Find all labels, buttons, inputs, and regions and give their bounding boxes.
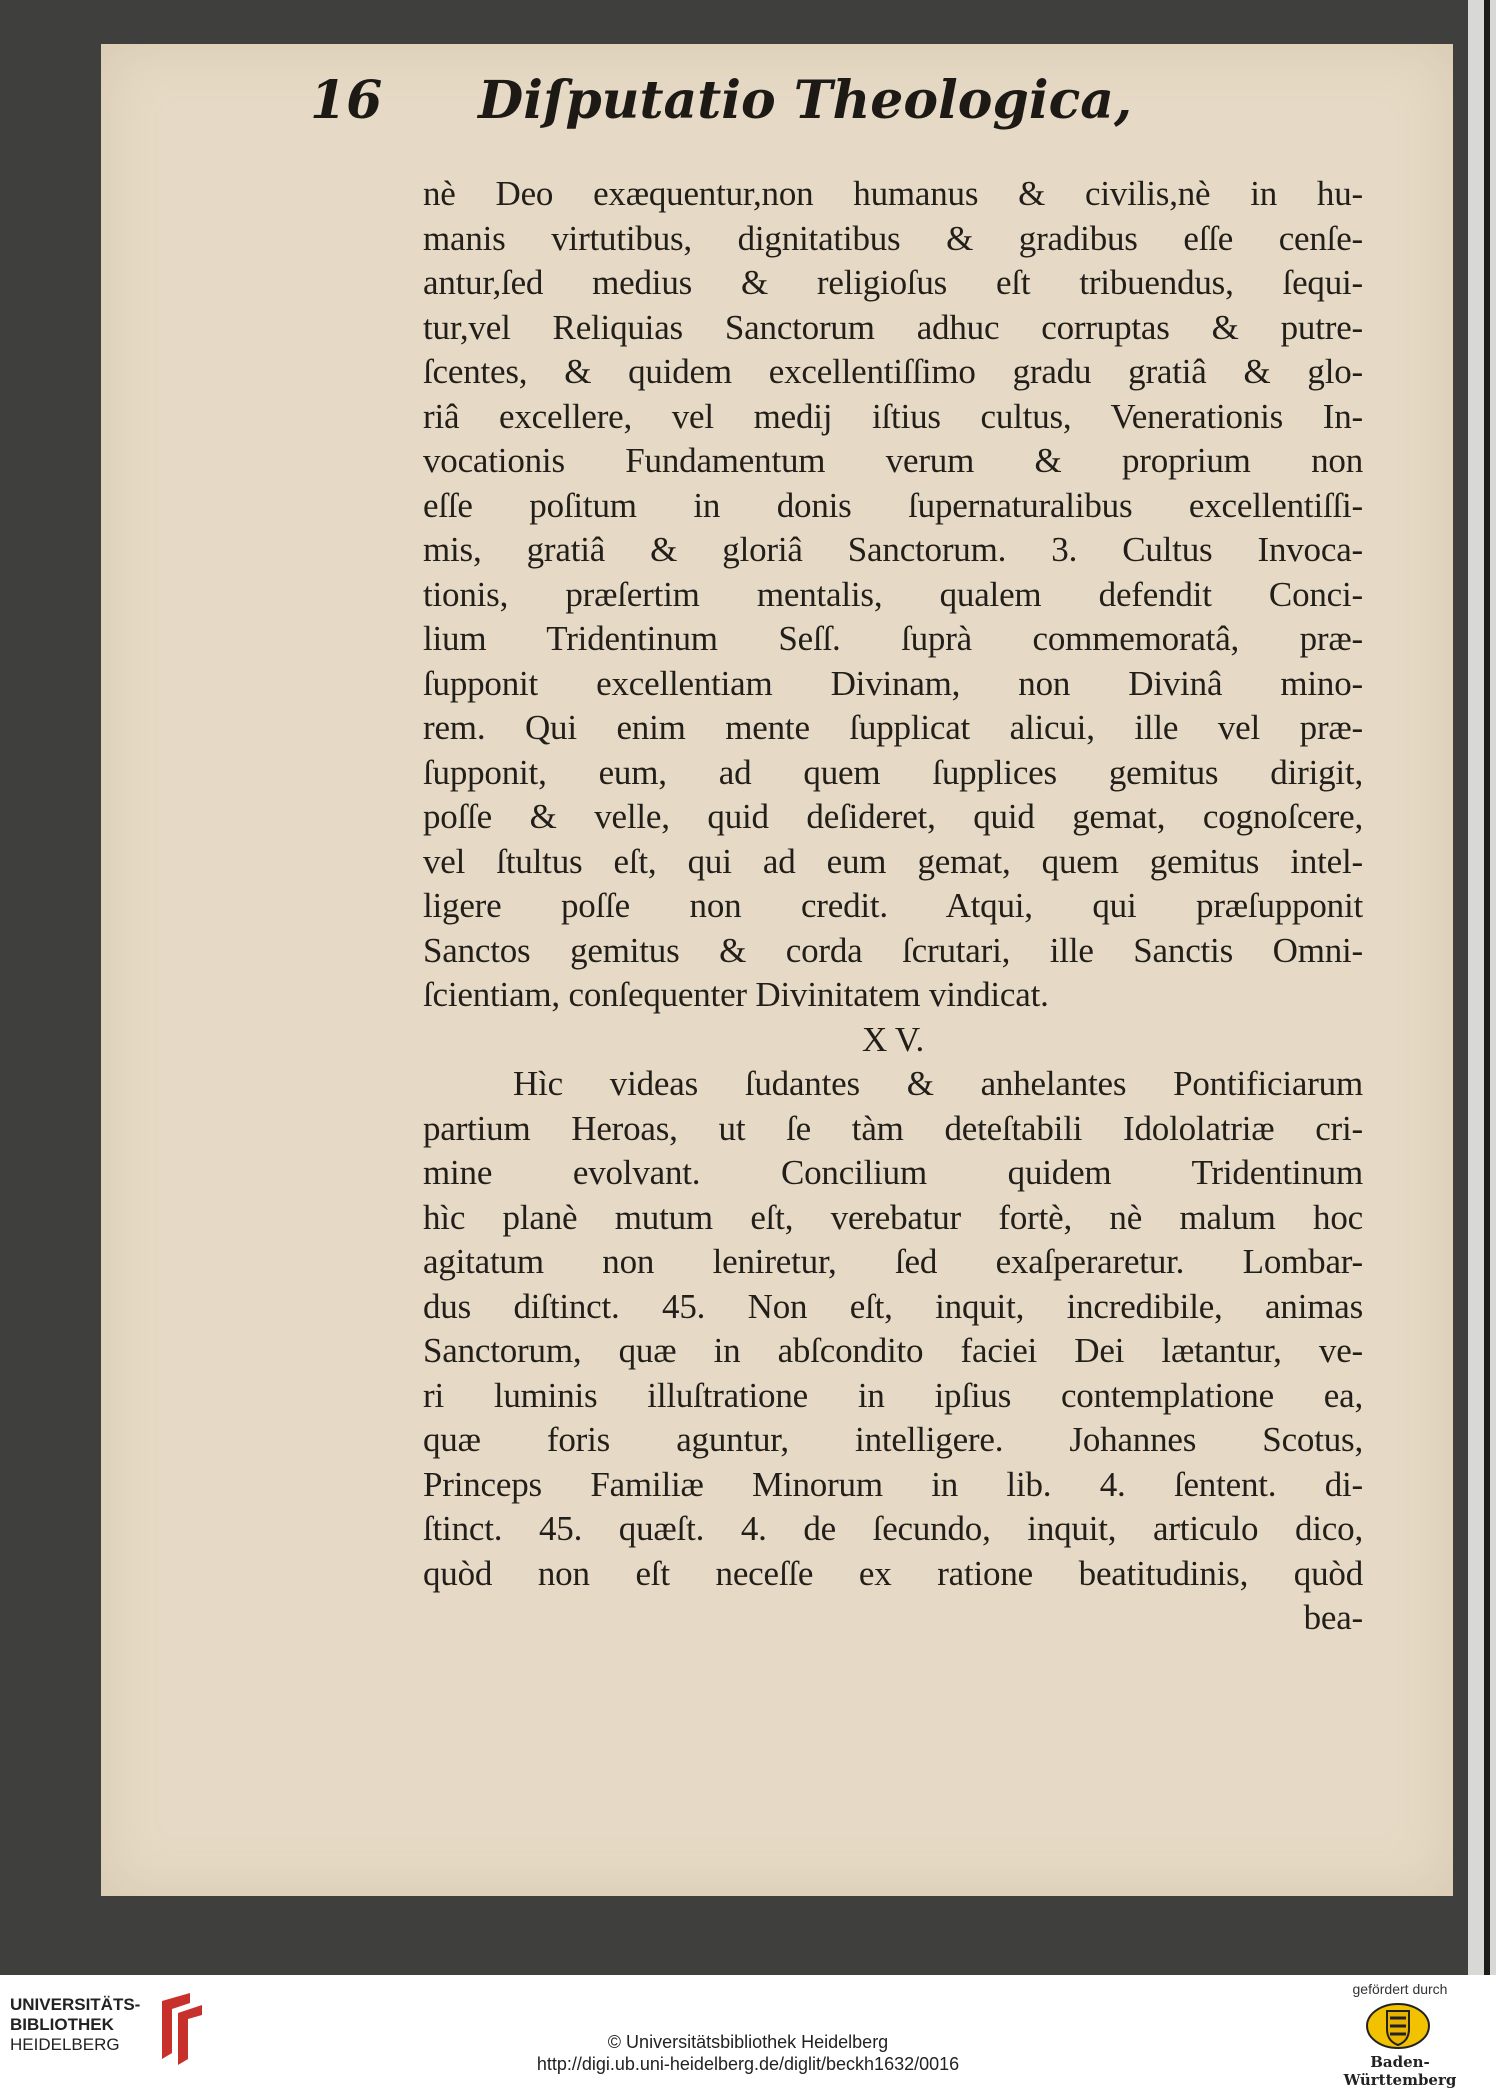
text-line: Princeps Familiæ Minorum in lib. 4. ſentent. di- (423, 1464, 1363, 1504)
scan-edge-shadow (1484, 0, 1490, 1975)
text-line: poſſe & velle, quid deſideret, quid gemat, cognoſcere, (423, 797, 1363, 836)
text-line: vocationis Fundamentum verum & proprium non (423, 441, 1363, 480)
text-line: vel ſtultus eſt, qui ad eum gemat, quem gemitus intel- (423, 841, 1363, 881)
copyright-notice: © Universitätsbibliothek Heidelberg (607, 2032, 889, 2052)
text-line: Sanctorum, quæ in abſcondito faciei Dei lætantur, ve- (423, 1331, 1363, 1370)
text-line: dus diſtinct. 45. Non eſt, inquit, incredibile, animas (423, 1286, 1363, 1326)
text-line: Hìc videas ſudantes & anhelantes Pontificiarum (513, 1064, 1363, 1103)
text-line: ſcentes, & quidem excellentiſſimo gradu gratiâ & glo- (423, 352, 1363, 391)
text-line: ſtinct. 45. quæſt. 4. de ſecundo, inquit, articulo dico, (423, 1509, 1363, 1548)
sponsor-label: gefördert durch (1352, 1981, 1448, 1997)
text-line: ſcientiam, conſequenter Divinitatem vindicat. (423, 975, 1049, 1014)
text-line: rem. Qui enim mente ſupplicat alicui, ille vel præ- (423, 708, 1363, 747)
text-line: tionis, præſertim mentalis, qualem defendit Conci- (423, 574, 1363, 614)
text-line: ſupponit, eum, ad quem ſupplices gemitus dirigit, (423, 752, 1363, 792)
text-line: partium Heroas, ut ſe tàm deteſtabili Idololatriæ cri- (423, 1108, 1363, 1148)
text-line: manis virtutibus, dignitatibus & gradibus eſſe cenſe- (423, 218, 1363, 258)
catchword: bea- (1303, 1598, 1363, 1637)
text-line: mis, gratiâ & gloriâ Sanctorum. 3. Cultus Invoca- (423, 530, 1363, 569)
scan-edge (1468, 0, 1496, 1975)
section-heading: X V. (861, 1019, 925, 1059)
text-line: nè Deo exæquentur,non humanus & civilis,nè in hu- (423, 174, 1363, 213)
text-line: mine evolvant. Concilium quidem Tridentinum (423, 1153, 1363, 1192)
permalink-url[interactable]: http://digi.ub.uni-heidelberg.de/diglit/beckh1632/0016 (536, 2054, 960, 2074)
text-line: Sanctos gemitus & corda ſcrutari, ille Sanctis Omni- (423, 930, 1363, 970)
footer-bar (0, 1975, 1496, 2089)
library-name-line-2: BIBLIOTHEK (10, 2015, 114, 2034)
text-line: ri luminis illuſtratione in ipſius contemplatione ea, (423, 1375, 1363, 1415)
text-line: hìc planè mutum eſt, verebatur fortè, nè malum hoc (423, 1197, 1363, 1237)
text-line: quòd non eſt neceſſe ex ratione beatitudinis, quòd (423, 1553, 1363, 1593)
sponsor-name: Baden-Württemberg (1343, 2053, 1457, 2089)
page-number: 16 (310, 70, 383, 131)
text-line: agitatum non leniretur, ſed exaſperaretur. Lombar- (423, 1242, 1363, 1281)
running-title: Diſputatio Theologica, (478, 70, 1133, 131)
library-name-line-1: UNIVERSITÄTS- (10, 1995, 141, 2014)
text-line: quæ foris aguntur, intelligere. Johannes Scotus, (423, 1420, 1363, 1459)
text-line: lium Tridentinum Seſſ. ſuprà commemoratâ, præ- (423, 619, 1363, 658)
text-line: antur,ſed medius & religioſus eſt tribuendus, ſequi- (423, 263, 1363, 302)
text-line: eſſe poſitum in donis ſupernaturalibus excellentiſſi- (423, 485, 1363, 525)
text-line: riâ excellere, vel medij iſtius cultus, Venerationis In- (423, 396, 1363, 436)
text-line: tur,vel Reliquias Sanctorum adhuc corruptas & putre- (423, 307, 1363, 347)
text-line: ligere poſſe non credit. Atqui, qui præſupponit (423, 886, 1363, 925)
baden-wuerttemberg-coat-of-arms-icon[interactable] (1365, 2001, 1431, 2051)
page-body-text (423, 172, 1363, 1641)
library-name-line-3: HEIDELBERG (10, 2035, 120, 2054)
text-line: ſupponit excellentiam Divinam, non Divinâ mino- (423, 663, 1363, 703)
page-header (310, 66, 1210, 136)
